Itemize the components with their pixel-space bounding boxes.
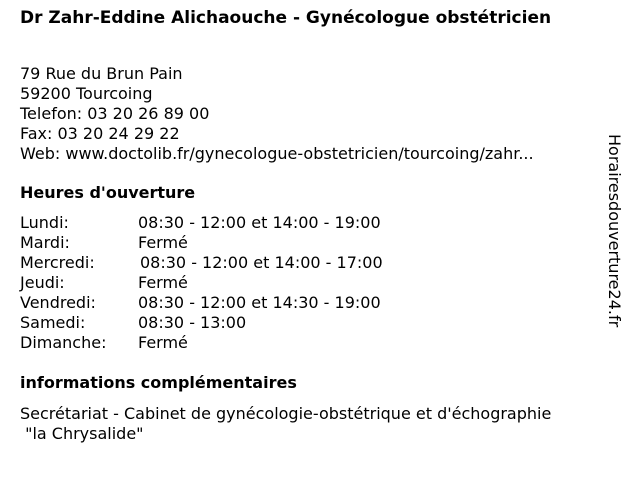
site-watermark: Horairesdouverture24.fr [605, 134, 624, 328]
address-block [20, 64, 534, 164]
fax-number: Fax: 03 20 24 29 22 [20, 124, 180, 143]
day-label: Mardi: [20, 233, 70, 252]
day-hours: Fermé [138, 233, 188, 252]
day-label: Mercredi: [20, 253, 95, 272]
day-hours: Fermé [138, 273, 188, 292]
day-hours: 08:30 - 12:00 et 14:30 - 19:00 [138, 293, 381, 312]
additional-info-text [20, 404, 551, 444]
info-line: "la Chrysalide" [20, 424, 144, 443]
day-label: Vendredi: [20, 293, 96, 312]
info-line: Secrétariat - Cabinet de gynécologie-obstétrique et d'échographie [20, 404, 552, 423]
day-label: Samedi: [20, 313, 86, 332]
day-hours: 08:30 - 12:00 et 14:00 - 19:00 [138, 213, 381, 232]
city-postcode: 59200 Tourcoing [20, 84, 153, 103]
opening-hours-heading: Heures d'ouverture [20, 183, 196, 202]
day-hours: 08:30 - 13:00 [138, 313, 247, 332]
day-label: Lundi: [20, 213, 69, 232]
day-label: Jeudi: [20, 273, 65, 292]
street-address: 79 Rue du Brun Pain [20, 64, 183, 83]
day-label: Dimanche: [20, 333, 107, 352]
additional-info-heading: informations complémentaires [20, 373, 297, 392]
day-hours: Fermé [138, 333, 188, 352]
page-title: Dr Zahr-Eddine Alichaouche - Gynécologue obstétricien [20, 8, 552, 28]
website-link: Web: www.doctolib.fr/gynecologue-obstetricien/tourcoing/zahr... [20, 144, 534, 163]
phone-number: Telefon: 03 20 26 89 00 [20, 104, 210, 123]
day-hours: 08:30 - 12:00 et 14:00 - 17:00 [140, 253, 383, 272]
